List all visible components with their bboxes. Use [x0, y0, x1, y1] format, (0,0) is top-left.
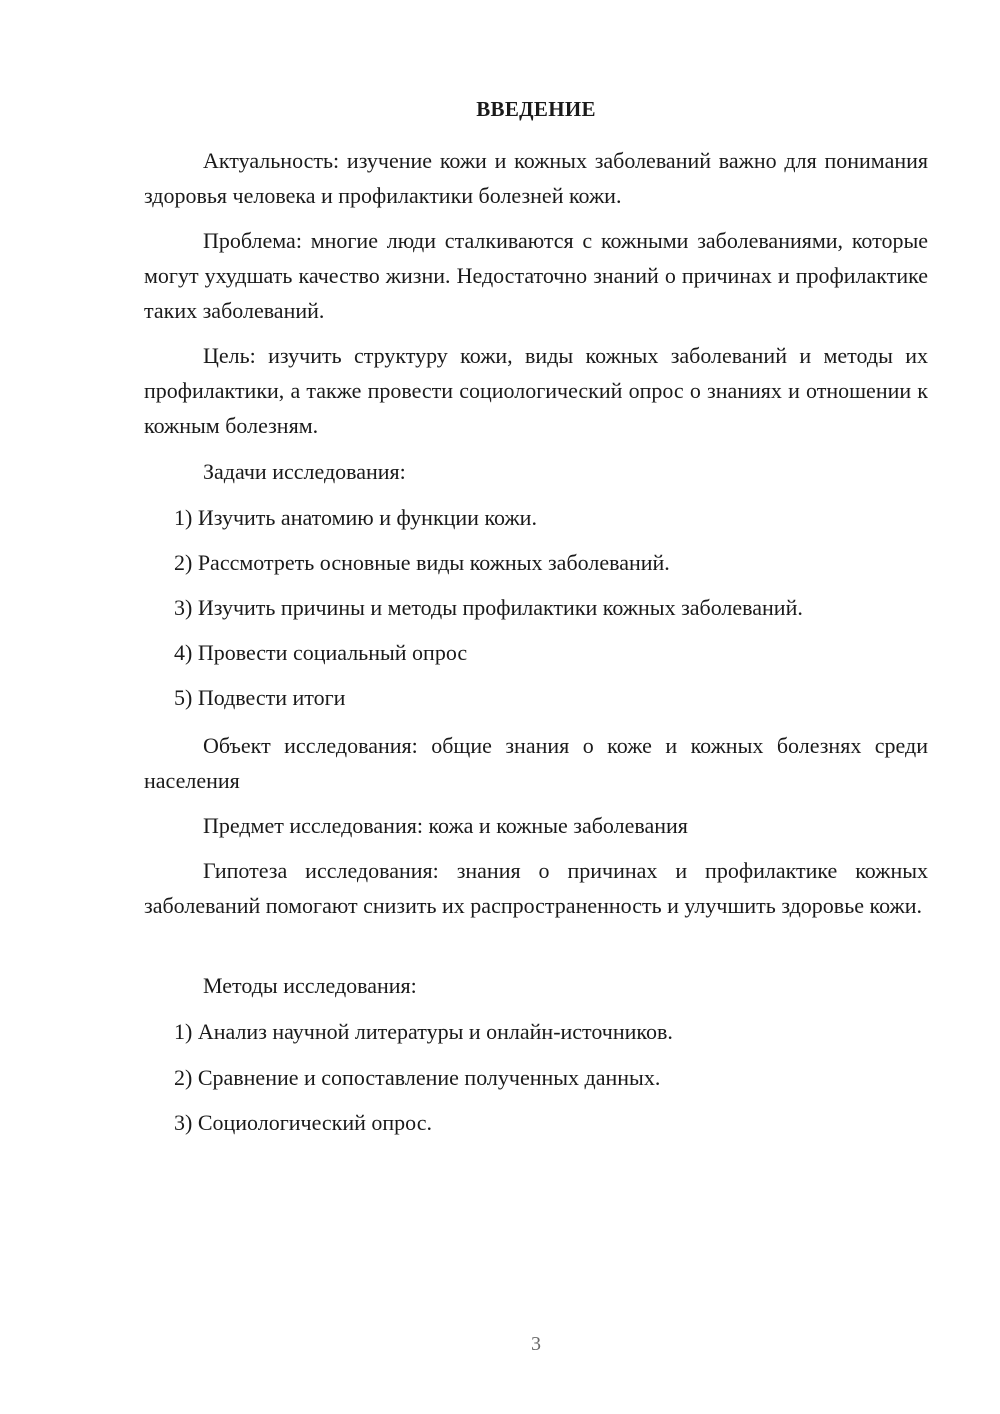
object-paragraph: Объект исследования: общие знания о коже и кожных болезнях среди населения	[144, 733, 928, 793]
method-item: 2) Сравнение и сопоставление полученных данных.	[174, 1065, 661, 1090]
task-item: 5) Подвести итоги	[174, 685, 346, 710]
problem-paragraph: Проблема: многие люди сталкиваются с кожными заболеваниями, которые могут ухудшать качество жизни. Недостаточно знаний о причинах и профилактике таких заболеваний.	[144, 228, 928, 323]
goal-paragraph: Цель: изучить структуру кожи, виды кожных заболеваний и методы их профилактики, а также провести социологический опрос о знаниях и отношении к кожным болезням.	[144, 343, 928, 438]
task-item: 4) Провести социальный опрос	[174, 640, 468, 665]
methods-heading: Методы исследования:	[203, 973, 417, 998]
section-title: ВВЕДЕНИЕ	[476, 97, 596, 121]
method-item: 3) Социологический опрос.	[174, 1110, 432, 1135]
page-number: 3	[531, 1333, 541, 1355]
relevance-paragraph: Актуальность: изучение кожи и кожных заболеваний важно для понимания здоровья человека и профилактики болезней кожи.	[144, 148, 928, 208]
task-item: 2) Рассмотреть основные виды кожных заболеваний.	[174, 550, 670, 575]
subject-paragraph: Предмет исследования: кожа и кожные заболевания	[203, 813, 688, 838]
task-item: 3) Изучить причины и методы профилактики кожных заболеваний.	[174, 595, 803, 620]
task-item: 1) Изучить анатомию и функции кожи.	[174, 505, 537, 530]
tasks-heading: Задачи исследования:	[203, 459, 406, 484]
hypothesis-paragraph: Гипотеза исследования: знания о причинах и профилактике кожных заболеваний помогают снизить их распространенность и улучшить здоровье кожи.	[144, 858, 928, 918]
method-item: 1) Анализ научной литературы и онлайн-источников.	[174, 1019, 673, 1044]
